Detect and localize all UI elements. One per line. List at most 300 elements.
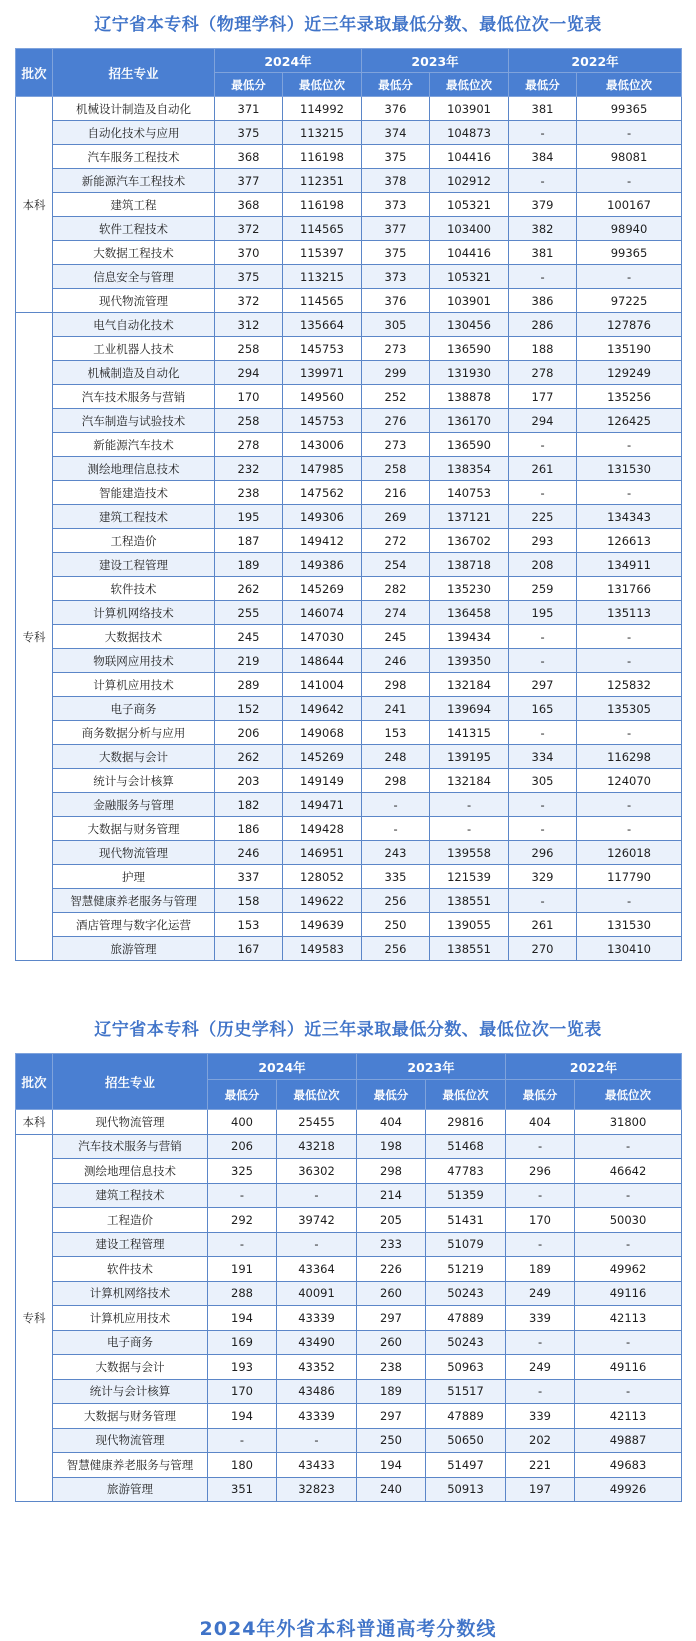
table-row: [16, 1159, 682, 1184]
min-rank-2024: 43339: [277, 1306, 357, 1331]
header-year-2023: 2023年: [357, 1054, 506, 1080]
min-rank-2024: 113215: [283, 265, 362, 289]
min-score-2022: 249: [506, 1281, 575, 1306]
min-score-2023: -: [362, 793, 430, 817]
min-score-2022: 189: [506, 1257, 575, 1282]
min-score-2024: -: [208, 1428, 277, 1453]
min-score-2022: 195: [509, 601, 577, 625]
min-score-2022: -: [509, 721, 577, 745]
table-row: [16, 505, 682, 529]
min-rank-2022: 100167: [577, 193, 682, 217]
min-score-2024: 219: [215, 649, 283, 673]
min-rank-2024: 149149: [283, 769, 362, 793]
min-score-2024: 182: [215, 793, 283, 817]
table-row: [16, 1477, 682, 1502]
table-row: [16, 769, 682, 793]
min-rank-2023: 131930: [430, 361, 509, 385]
min-rank-2024: -: [277, 1183, 357, 1208]
min-rank-2023: 136458: [430, 601, 509, 625]
min-rank-2023: 121539: [430, 865, 509, 889]
min-rank-2024: 149560: [283, 385, 362, 409]
min-score-2024: 194: [208, 1404, 277, 1429]
major-name: 计算机应用技术: [53, 673, 215, 697]
min-score-2024: 258: [215, 409, 283, 433]
table-row: [16, 1453, 682, 1478]
table-row: [16, 337, 682, 361]
min-rank-2022: 99365: [577, 97, 682, 121]
level-cell: 本科: [16, 1110, 53, 1135]
min-rank-2023: 139195: [430, 745, 509, 769]
min-rank-2022: -: [577, 721, 682, 745]
major-name: 汽车技术服务与营销: [53, 1134, 208, 1159]
major-name: 大数据与财务管理: [53, 1404, 208, 1429]
min-rank-2023: 137121: [430, 505, 509, 529]
min-score-2024: 169: [208, 1330, 277, 1355]
min-rank-2023: 103901: [430, 289, 509, 313]
min-score-2023: 256: [362, 937, 430, 961]
min-score-2024: 203: [215, 769, 283, 793]
min-score-2022: -: [509, 817, 577, 841]
min-rank-2022: 134343: [577, 505, 682, 529]
min-rank-2024: 149386: [283, 553, 362, 577]
min-score-2023: 274: [362, 601, 430, 625]
min-score-2022: 296: [509, 841, 577, 865]
min-score-2022: -: [509, 625, 577, 649]
min-rank-2023: 104416: [430, 241, 509, 265]
major-name: 建筑工程技术: [53, 1183, 208, 1208]
major-name: 大数据与会计: [53, 1355, 208, 1380]
min-score-2023: 233: [357, 1232, 426, 1257]
min-score-2024: 180: [208, 1453, 277, 1478]
header-year-2024: 2024年: [215, 49, 362, 73]
min-score-2023: 254: [362, 553, 430, 577]
min-score-2023: 153: [362, 721, 430, 745]
major-name: 计算机网络技术: [53, 1281, 208, 1306]
min-score-2022: 249: [506, 1355, 575, 1380]
next-section-title: 2024年外省本科普通高考分数线: [199, 1618, 497, 1640]
major-name: 建设工程管理: [53, 1232, 208, 1257]
major-name: 新能源汽车技术: [53, 433, 215, 457]
min-score-2022: 382: [509, 217, 577, 241]
table-row: [16, 217, 682, 241]
major-name: 大数据与会计: [53, 745, 215, 769]
min-score-2022: 379: [509, 193, 577, 217]
header-min-score: 最低分: [506, 1080, 575, 1110]
min-rank-2023: 139350: [430, 649, 509, 673]
major-name: 测绘地理信息技术: [53, 457, 215, 481]
min-rank-2024: 145753: [283, 409, 362, 433]
min-rank-2023: 136590: [430, 433, 509, 457]
major-name: 现代物流管理: [53, 289, 215, 313]
min-score-2022: -: [506, 1134, 575, 1159]
min-score-2024: 262: [215, 745, 283, 769]
min-rank-2024: 146074: [283, 601, 362, 625]
min-rank-2022: 135305: [577, 697, 682, 721]
major-name: 计算机网络技术: [53, 601, 215, 625]
header-min-rank: 最低位次: [575, 1080, 682, 1110]
min-score-2024: 189: [215, 553, 283, 577]
min-score-2023: 256: [362, 889, 430, 913]
min-rank-2024: 149639: [283, 913, 362, 937]
min-rank-2022: -: [577, 433, 682, 457]
min-score-2024: 375: [215, 265, 283, 289]
min-score-2023: 238: [357, 1355, 426, 1380]
min-rank-2022: 98081: [577, 145, 682, 169]
min-score-2023: 297: [357, 1404, 426, 1429]
min-rank-2022: 49962: [575, 1257, 682, 1282]
min-rank-2022: -: [575, 1183, 682, 1208]
min-score-2023: 258: [362, 457, 430, 481]
min-rank-2023: 138551: [430, 889, 509, 913]
header-min-rank: 最低位次: [283, 73, 362, 97]
table-row: [16, 1134, 682, 1159]
major-name: 统计与会计核算: [53, 769, 215, 793]
min-score-2022: 339: [506, 1306, 575, 1331]
min-rank-2024: 149306: [283, 505, 362, 529]
min-score-2022: 208: [509, 553, 577, 577]
min-rank-2023: 139434: [430, 625, 509, 649]
min-score-2022: 202: [506, 1428, 575, 1453]
table-row: [16, 529, 682, 553]
min-score-2023: 269: [362, 505, 430, 529]
major-name: 建设工程管理: [53, 553, 215, 577]
table-row: [16, 361, 682, 385]
min-score-2023: 260: [357, 1281, 426, 1306]
min-score-2024: 194: [208, 1306, 277, 1331]
major-name: 大数据工程技术: [53, 241, 215, 265]
min-score-2023: 276: [362, 409, 430, 433]
min-score-2023: 299: [362, 361, 430, 385]
header-major: 招生专业: [53, 1054, 208, 1110]
min-score-2022: 293: [509, 529, 577, 553]
table-row: [16, 193, 682, 217]
min-score-2024: 368: [215, 193, 283, 217]
min-rank-2022: 131530: [577, 913, 682, 937]
table-row: [16, 553, 682, 577]
header-level: 批次: [16, 1054, 53, 1110]
min-rank-2022: -: [575, 1379, 682, 1404]
min-rank-2024: 25455: [277, 1110, 357, 1135]
min-rank-2023: 138354: [430, 457, 509, 481]
min-score-2022: 188: [509, 337, 577, 361]
table-row: [16, 841, 682, 865]
min-rank-2023: 136590: [430, 337, 509, 361]
header-min-score: 最低分: [357, 1080, 426, 1110]
min-rank-2023: 136170: [430, 409, 509, 433]
header-year-2022: 2022年: [509, 49, 682, 73]
min-rank-2024: 149642: [283, 697, 362, 721]
table-row: [16, 889, 682, 913]
min-rank-2023: 132184: [430, 673, 509, 697]
major-name: 旅游管理: [53, 937, 215, 961]
min-score-2024: 372: [215, 289, 283, 313]
min-score-2023: 248: [362, 745, 430, 769]
header-year-2023: 2023年: [362, 49, 509, 73]
min-rank-2023: 50650: [426, 1428, 506, 1453]
min-score-2022: 259: [509, 577, 577, 601]
min-rank-2022: -: [577, 169, 682, 193]
min-rank-2024: 149428: [283, 817, 362, 841]
min-rank-2024: -: [277, 1232, 357, 1257]
min-score-2024: 258: [215, 337, 283, 361]
min-rank-2023: 139055: [430, 913, 509, 937]
min-score-2022: -: [509, 169, 577, 193]
table-row: [16, 1330, 682, 1355]
min-score-2022: 384: [509, 145, 577, 169]
table-row: [16, 433, 682, 457]
history-table-title: 辽宁省本专科（历史学科）近三年录取最低分数、最低位次一览表: [94, 1020, 602, 1040]
min-rank-2023: 138718: [430, 553, 509, 577]
min-rank-2022: 49116: [575, 1355, 682, 1380]
major-name: 建筑工程技术: [53, 505, 215, 529]
level-cell: 专科: [16, 1134, 53, 1502]
major-name: 电子商务: [53, 697, 215, 721]
min-score-2022: 329: [509, 865, 577, 889]
major-name: 物联网应用技术: [53, 649, 215, 673]
min-rank-2022: -: [577, 121, 682, 145]
min-score-2024: 232: [215, 457, 283, 481]
header-min-rank: 最低位次: [277, 1080, 357, 1110]
table-row: [16, 937, 682, 961]
major-name: 电子商务: [53, 1330, 208, 1355]
min-rank-2024: 114565: [283, 289, 362, 313]
min-score-2022: 381: [509, 241, 577, 265]
table-row: [16, 1281, 682, 1306]
level-cell: 专科: [16, 313, 53, 961]
min-score-2023: -: [362, 817, 430, 841]
min-score-2024: 238: [215, 481, 283, 505]
min-score-2023: 305: [362, 313, 430, 337]
major-name: 软件技术: [53, 577, 215, 601]
min-score-2023: 252: [362, 385, 430, 409]
min-score-2024: 262: [215, 577, 283, 601]
min-score-2024: 153: [215, 913, 283, 937]
min-rank-2024: 114565: [283, 217, 362, 241]
min-score-2023: 375: [362, 241, 430, 265]
min-rank-2023: 51468: [426, 1134, 506, 1159]
min-rank-2024: 116198: [283, 145, 362, 169]
table-row: [16, 145, 682, 169]
min-rank-2024: 141004: [283, 673, 362, 697]
min-rank-2023: 50243: [426, 1330, 506, 1355]
major-name: 现代物流管理: [53, 1428, 208, 1453]
min-rank-2024: 149622: [283, 889, 362, 913]
min-score-2024: 167: [215, 937, 283, 961]
min-rank-2023: 104416: [430, 145, 509, 169]
min-score-2022: 386: [509, 289, 577, 313]
min-score-2024: 193: [208, 1355, 277, 1380]
min-rank-2022: 116298: [577, 745, 682, 769]
min-score-2023: 226: [357, 1257, 426, 1282]
physics-score-table: [15, 48, 682, 961]
min-score-2024: 292: [208, 1208, 277, 1233]
min-score-2023: 404: [357, 1110, 426, 1135]
min-score-2024: 325: [208, 1159, 277, 1184]
min-score-2024: 206: [208, 1134, 277, 1159]
min-score-2022: 339: [506, 1404, 575, 1429]
major-name: 护理: [53, 865, 215, 889]
min-score-2024: 278: [215, 433, 283, 457]
min-score-2022: 261: [509, 457, 577, 481]
table-row: [16, 457, 682, 481]
min-score-2022: 225: [509, 505, 577, 529]
min-rank-2024: -: [277, 1428, 357, 1453]
min-rank-2023: 51431: [426, 1208, 506, 1233]
min-rank-2024: 43339: [277, 1404, 357, 1429]
min-score-2022: 296: [506, 1159, 575, 1184]
table-row: [16, 1110, 682, 1135]
min-rank-2024: 116198: [283, 193, 362, 217]
table-row: [16, 601, 682, 625]
min-rank-2022: 117790: [577, 865, 682, 889]
min-score-2023: 205: [357, 1208, 426, 1233]
min-rank-2022: -: [577, 481, 682, 505]
min-rank-2023: 50243: [426, 1281, 506, 1306]
min-score-2024: 170: [208, 1379, 277, 1404]
major-name: 酒店管理与数字化运营: [53, 913, 215, 937]
min-rank-2024: 145753: [283, 337, 362, 361]
min-rank-2024: 113215: [283, 121, 362, 145]
min-score-2024: 400: [208, 1110, 277, 1135]
min-rank-2023: 105321: [430, 193, 509, 217]
table-row: [16, 289, 682, 313]
min-rank-2024: 148644: [283, 649, 362, 673]
min-rank-2024: 147985: [283, 457, 362, 481]
min-rank-2023: 47889: [426, 1404, 506, 1429]
level-cell: 本科: [16, 97, 53, 313]
table-row: [16, 1183, 682, 1208]
table-row: [16, 169, 682, 193]
min-score-2022: 177: [509, 385, 577, 409]
min-score-2023: 376: [362, 97, 430, 121]
min-rank-2024: 43486: [277, 1379, 357, 1404]
min-rank-2022: 98940: [577, 217, 682, 241]
min-rank-2023: -: [430, 793, 509, 817]
min-score-2022: 278: [509, 361, 577, 385]
min-score-2023: 189: [357, 1379, 426, 1404]
min-score-2024: 368: [215, 145, 283, 169]
min-score-2023: 245: [362, 625, 430, 649]
table-row: [16, 97, 682, 121]
min-score-2023: 378: [362, 169, 430, 193]
major-name: 大数据技术: [53, 625, 215, 649]
min-rank-2022: -: [577, 625, 682, 649]
min-rank-2023: 135230: [430, 577, 509, 601]
table-row: [16, 265, 682, 289]
min-rank-2022: 46642: [575, 1159, 682, 1184]
min-score-2024: 246: [215, 841, 283, 865]
min-rank-2023: 51079: [426, 1232, 506, 1257]
min-score-2024: -: [208, 1183, 277, 1208]
major-name: 机械制造及自动化: [53, 361, 215, 385]
table-row: [16, 793, 682, 817]
min-score-2023: 214: [357, 1183, 426, 1208]
min-score-2024: 372: [215, 217, 283, 241]
min-rank-2024: 43490: [277, 1330, 357, 1355]
min-score-2024: 255: [215, 601, 283, 625]
min-score-2024: -: [208, 1232, 277, 1257]
table-row: [16, 409, 682, 433]
min-score-2024: 377: [215, 169, 283, 193]
major-name: 软件技术: [53, 1257, 208, 1282]
min-rank-2022: 135190: [577, 337, 682, 361]
min-score-2022: -: [506, 1379, 575, 1404]
min-rank-2022: 49887: [575, 1428, 682, 1453]
major-name: 机械设计制造及自动化: [53, 97, 215, 121]
min-rank-2023: 130456: [430, 313, 509, 337]
min-score-2023: 298: [362, 769, 430, 793]
min-score-2022: -: [509, 265, 577, 289]
table-row: [16, 1208, 682, 1233]
min-score-2024: 294: [215, 361, 283, 385]
min-rank-2024: 40091: [277, 1281, 357, 1306]
header-level: 批次: [16, 49, 53, 97]
min-rank-2023: 132184: [430, 769, 509, 793]
min-score-2023: 298: [362, 673, 430, 697]
min-rank-2022: 127876: [577, 313, 682, 337]
min-rank-2022: -: [575, 1134, 682, 1159]
table-row: [16, 1306, 682, 1331]
major-name: 现代物流管理: [53, 1110, 208, 1135]
min-score-2023: 216: [362, 481, 430, 505]
min-score-2022: 270: [509, 937, 577, 961]
min-score-2023: 297: [357, 1306, 426, 1331]
table-row: [16, 1257, 682, 1282]
min-rank-2024: 32823: [277, 1477, 357, 1502]
min-score-2022: -: [509, 889, 577, 913]
physics-table-title: 辽宁省本专科（物理学科）近三年录取最低分数、最低位次一览表: [94, 15, 602, 35]
min-rank-2024: 149583: [283, 937, 362, 961]
min-rank-2023: 104873: [430, 121, 509, 145]
min-rank-2024: 149471: [283, 793, 362, 817]
major-name: 旅游管理: [53, 1477, 208, 1502]
min-rank-2024: 149412: [283, 529, 362, 553]
min-rank-2024: 43364: [277, 1257, 357, 1282]
major-name: 建筑工程: [53, 193, 215, 217]
min-score-2022: 286: [509, 313, 577, 337]
min-score-2022: 305: [509, 769, 577, 793]
min-rank-2023: -: [430, 817, 509, 841]
table-row: [16, 625, 682, 649]
min-score-2024: 288: [208, 1281, 277, 1306]
table-row: [16, 1428, 682, 1453]
min-rank-2024: 145269: [283, 577, 362, 601]
min-rank-2024: 114992: [283, 97, 362, 121]
min-rank-2022: 134911: [577, 553, 682, 577]
major-name: 计算机应用技术: [53, 1306, 208, 1331]
major-name: 现代物流管理: [53, 841, 215, 865]
min-rank-2024: 149068: [283, 721, 362, 745]
min-score-2024: 351: [208, 1477, 277, 1502]
table-row: [16, 913, 682, 937]
min-score-2024: 195: [215, 505, 283, 529]
major-name: 商务数据分析与应用: [53, 721, 215, 745]
major-name: 软件工程技术: [53, 217, 215, 241]
min-rank-2024: 43352: [277, 1355, 357, 1380]
header-min-score: 最低分: [215, 73, 283, 97]
min-rank-2022: 130410: [577, 937, 682, 961]
min-rank-2022: 126425: [577, 409, 682, 433]
min-score-2022: 197: [506, 1477, 575, 1502]
table-row: [16, 865, 682, 889]
min-rank-2024: 139971: [283, 361, 362, 385]
table-row: [16, 697, 682, 721]
min-score-2023: 374: [362, 121, 430, 145]
major-name: 电气自动化技术: [53, 313, 215, 337]
min-rank-2022: 42113: [575, 1404, 682, 1429]
min-score-2022: -: [509, 121, 577, 145]
min-score-2023: 198: [357, 1134, 426, 1159]
